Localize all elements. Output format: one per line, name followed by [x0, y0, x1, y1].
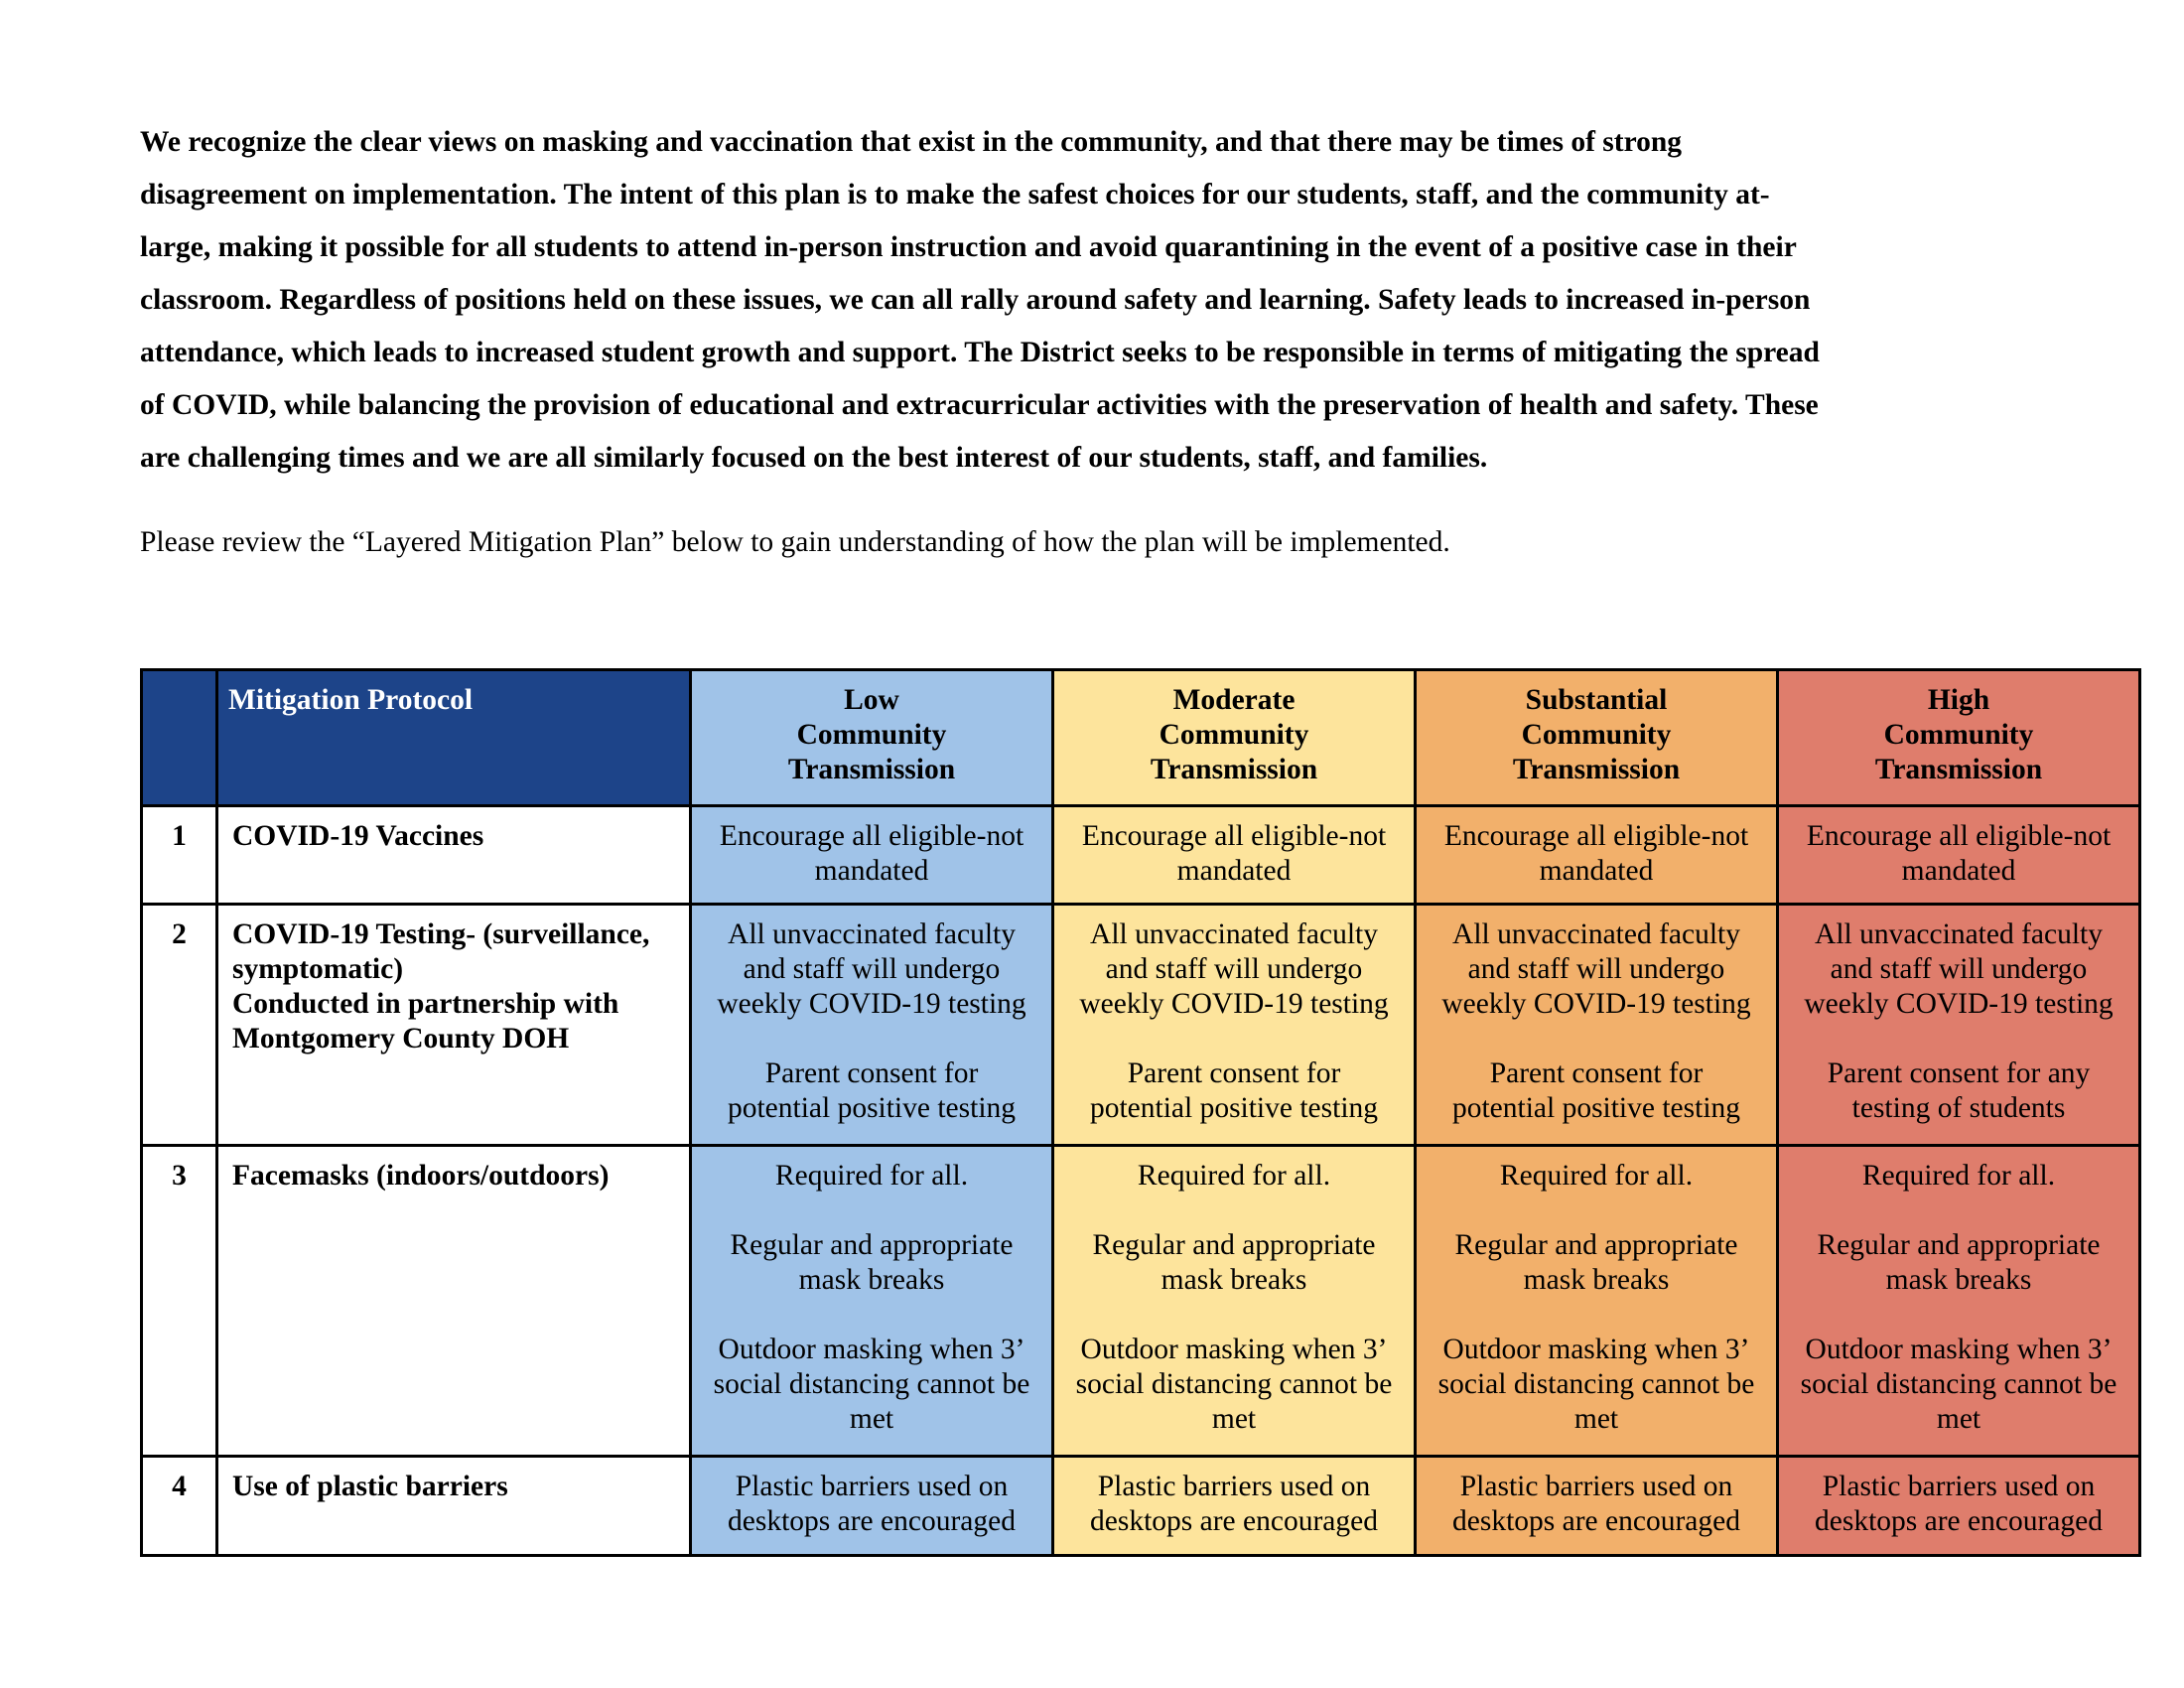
- header-low-transmission: Low Community Transmission: [691, 670, 1053, 806]
- intro-line: classroom. Regardless of positions held on these issues, we can all rally around safety and learning. Safety leads to increased in-person: [140, 284, 1811, 316]
- protocol-cell: COVID-19 Vaccines: [217, 806, 691, 905]
- high-cell: Encourage all eligible-not mandated: [1778, 806, 2140, 905]
- intro-paragraph: [140, 116, 2066, 485]
- high-cell: Required for all. Regular and appropriate mask breaks Outdoor masking when 3’ social distancing cannot be met: [1778, 1146, 2140, 1457]
- intro-line: large, making it possible for all students to attend in-person instruction and avoid quarantining in the event of a positive case in their: [140, 231, 1797, 263]
- table-header-row: [142, 670, 2140, 806]
- table-row: [142, 1146, 2140, 1457]
- header-high-transmission: High Community Transmission: [1778, 670, 2140, 806]
- intro-line: disagreement on implementation. The intent of this plan is to make the safest choices for our students, staff, and the community at-: [140, 179, 1770, 211]
- header-number-cell: [142, 670, 217, 806]
- intro-line: of COVID, while balancing the provision of educational and extracurricular activities with the preservation of health and safety. These: [140, 389, 1819, 421]
- protocol-cell: Facemasks (indoors/outdoors): [217, 1146, 691, 1457]
- high-cell: Plastic barriers used on desktops are encouraged: [1778, 1457, 2140, 1556]
- table-row: [142, 806, 2140, 905]
- header-mitigation-protocol: Mitigation Protocol: [217, 670, 691, 806]
- row-number: 3: [142, 1146, 217, 1457]
- substantial-cell: Plastic barriers used on desktops are encouraged: [1416, 1457, 1778, 1556]
- review-instruction: Please review the “Layered Mitigation Plan” below to gain understanding of how the plan will be implemented.: [140, 526, 1450, 558]
- intro-line: We recognize the clear views on masking and vaccination that exist in the community, and that there may be times of strong: [140, 126, 1683, 158]
- table-row: [142, 1457, 2140, 1556]
- moderate-cell: Plastic barriers used on desktops are encouraged: [1053, 1457, 1416, 1556]
- protocol-cell: Use of plastic barriers: [217, 1457, 691, 1556]
- header-substantial-transmission: Substantial Community Transmission: [1416, 670, 1778, 806]
- header-moderate-transmission: Moderate Community Transmission: [1053, 670, 1416, 806]
- row-number: 4: [142, 1457, 217, 1556]
- moderate-cell: Encourage all eligible-not mandated: [1053, 806, 1416, 905]
- protocol-cell: COVID-19 Testing- (surveillance, symptomatic) Conducted in partnership with Montgomery County DOH: [217, 905, 691, 1146]
- substantial-cell: Required for all. Regular and appropriate mask breaks Outdoor masking when 3’ social distancing cannot be met: [1416, 1146, 1778, 1457]
- intro-line: are challenging times and we are all similarly focused on the best interest of our students, staff, and families.: [140, 442, 1488, 474]
- layered-mitigation-table: [140, 668, 2141, 1557]
- table-row: [142, 905, 2140, 1146]
- moderate-cell: All unvaccinated faculty and staff will undergo weekly COVID-19 testing Parent consent for potential positive testing: [1053, 905, 1416, 1146]
- substantial-cell: All unvaccinated faculty and staff will undergo weekly COVID-19 testing Parent consent for potential positive testing: [1416, 905, 1778, 1146]
- low-cell: All unvaccinated faculty and staff will undergo weekly COVID-19 testing Parent consent for potential positive testing: [691, 905, 1053, 1146]
- high-cell: All unvaccinated faculty and staff will undergo weekly COVID-19 testing Parent consent for any testing of students: [1778, 905, 2140, 1146]
- low-cell: Plastic barriers used on desktops are encouraged: [691, 1457, 1053, 1556]
- low-cell: Encourage all eligible-not mandated: [691, 806, 1053, 905]
- substantial-cell: Encourage all eligible-not mandated: [1416, 806, 1778, 905]
- intro-line: attendance, which leads to increased student growth and support. The District seeks to be responsible in terms of mitigating the spread: [140, 337, 1820, 368]
- low-cell: Required for all. Regular and appropriate mask breaks Outdoor masking when 3’ social distancing cannot be met: [691, 1146, 1053, 1457]
- row-number: 2: [142, 905, 217, 1146]
- moderate-cell: Required for all. Regular and appropriate mask breaks Outdoor masking when 3’ social distancing cannot be met: [1053, 1146, 1416, 1457]
- row-number: 1: [142, 806, 217, 905]
